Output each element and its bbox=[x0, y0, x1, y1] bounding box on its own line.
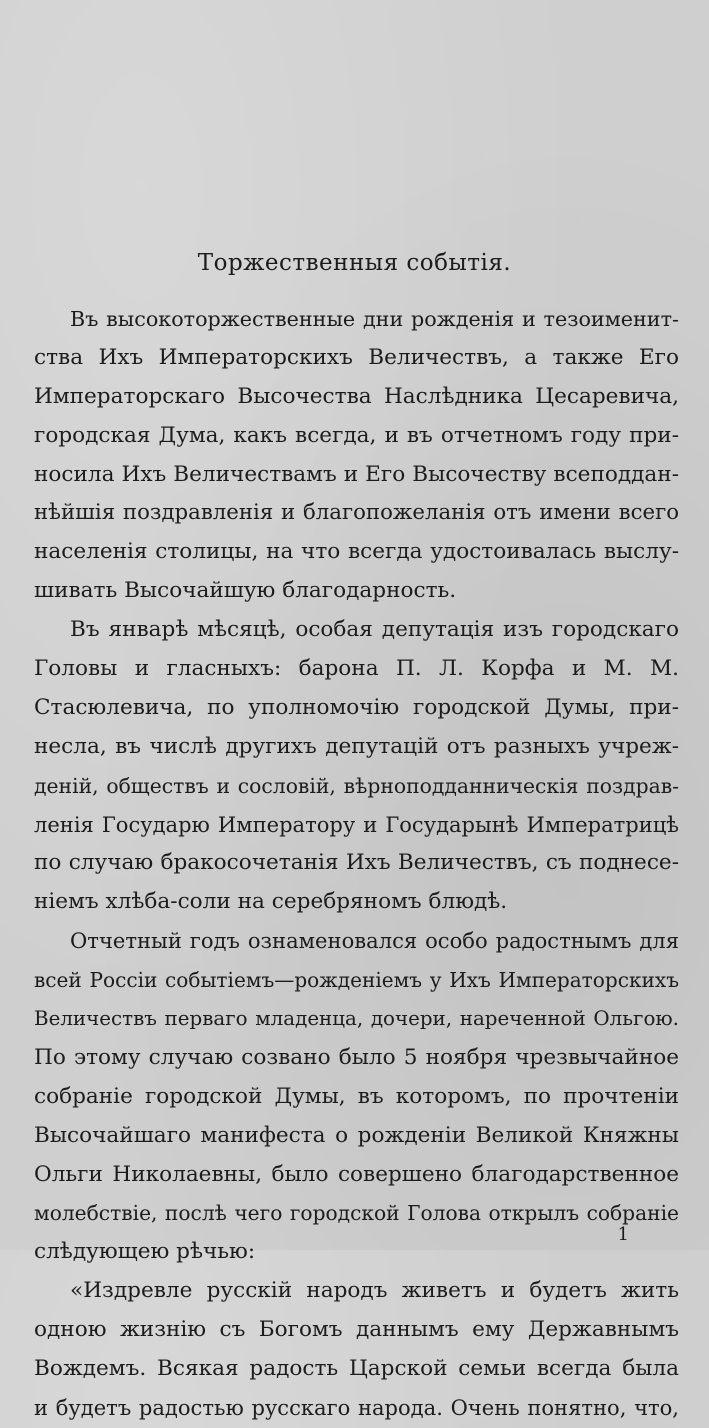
text-line: одною жизнiю съ Богомъ даннымъ ему Державнымъ bbox=[34, 1317, 679, 1343]
text-line: Стасюлевича, по уполномочiю городской Думы, при- bbox=[34, 694, 679, 720]
text-line: «Издревле русскiй народъ живетъ и будетъ жить bbox=[70, 1278, 679, 1304]
page-number: 1 bbox=[617, 1224, 629, 1245]
text-line: собранiе городской Думы, въ которомъ, по прочтенiи bbox=[34, 1083, 679, 1109]
text-line: Императорскаго Высочества Наслѣдника Цесаревича, bbox=[34, 383, 679, 409]
text-line: населенiя столицы, на что всегда удостоивалась выслу- bbox=[34, 539, 679, 565]
text-line: Головы и гласныхъ: барона П. Л. Корфа и М. М. bbox=[34, 656, 679, 682]
text-line: нiемъ хлѣба-соли на серебряномъ блюдѣ. bbox=[34, 889, 508, 915]
text-line: носила Ихъ Величествамъ и Его Высочеству всеподдан- bbox=[34, 461, 679, 487]
text-line: ленiя Государю Императору и Государынѣ Императрицѣ bbox=[34, 811, 679, 837]
text-line: Въ высокоторжественные дни рожденiя и тезоименит- bbox=[70, 307, 679, 331]
text-line: всей Россiи событiемъ—рожденiемъ у Ихъ Императорскихъ bbox=[34, 968, 679, 993]
text-line: Величествъ перваго младенца, дочери, нареченной Ольгою. bbox=[34, 1007, 679, 1031]
text-line: по случаю бракосочетанiя Ихъ Величествъ, съ поднесе- bbox=[34, 850, 679, 876]
text-line: денiй, обществъ и сословiй, вѣрноподданническiя поздрав- bbox=[34, 773, 679, 798]
text-line: шивать Высочайшую благодарность. bbox=[34, 578, 457, 604]
text-line: слѣдующею рѣчью: bbox=[34, 1239, 256, 1265]
text-line: молебствiе, послѣ чего городской Голова открылъ собранiе bbox=[34, 1201, 679, 1226]
text-line: нѣйшiя поздравленiя и благопожеланiя отъ имени всего bbox=[34, 500, 679, 526]
text-line: городская Дума, какъ всегда, и въ отчетномъ году при- bbox=[34, 422, 679, 448]
text-line: Отчетный годъ ознаменовался особо радостнымъ для bbox=[70, 928, 679, 954]
text-line: По этому случаю созвано было 5 ноября чрезвычайное bbox=[34, 1044, 679, 1070]
text-line: и будетъ радостью русскаго народа. Очень понятно, что, bbox=[34, 1394, 679, 1420]
text-line: Ольги Николаевны, было совершено благодарственное bbox=[34, 1161, 679, 1187]
text-line: ства Ихъ Императорскихъ Величествъ, а также Его bbox=[34, 344, 679, 370]
text-line: Въ январѣ мѣсяцѣ, особая депутацiя изъ городскаго bbox=[70, 617, 679, 643]
body-text bbox=[34, 300, 679, 1428]
text-line: несла, въ числѣ другихъ депутацiй отъ разныхъ учреж- bbox=[34, 733, 679, 759]
text-line: Высочайшаго манифеста о рожденiи Великой Княжны bbox=[34, 1122, 679, 1148]
section-heading: Торжественныя событiя. bbox=[197, 250, 512, 276]
text-line: Вождемъ. Всякая радость Царской семьи всегда была bbox=[34, 1356, 679, 1382]
